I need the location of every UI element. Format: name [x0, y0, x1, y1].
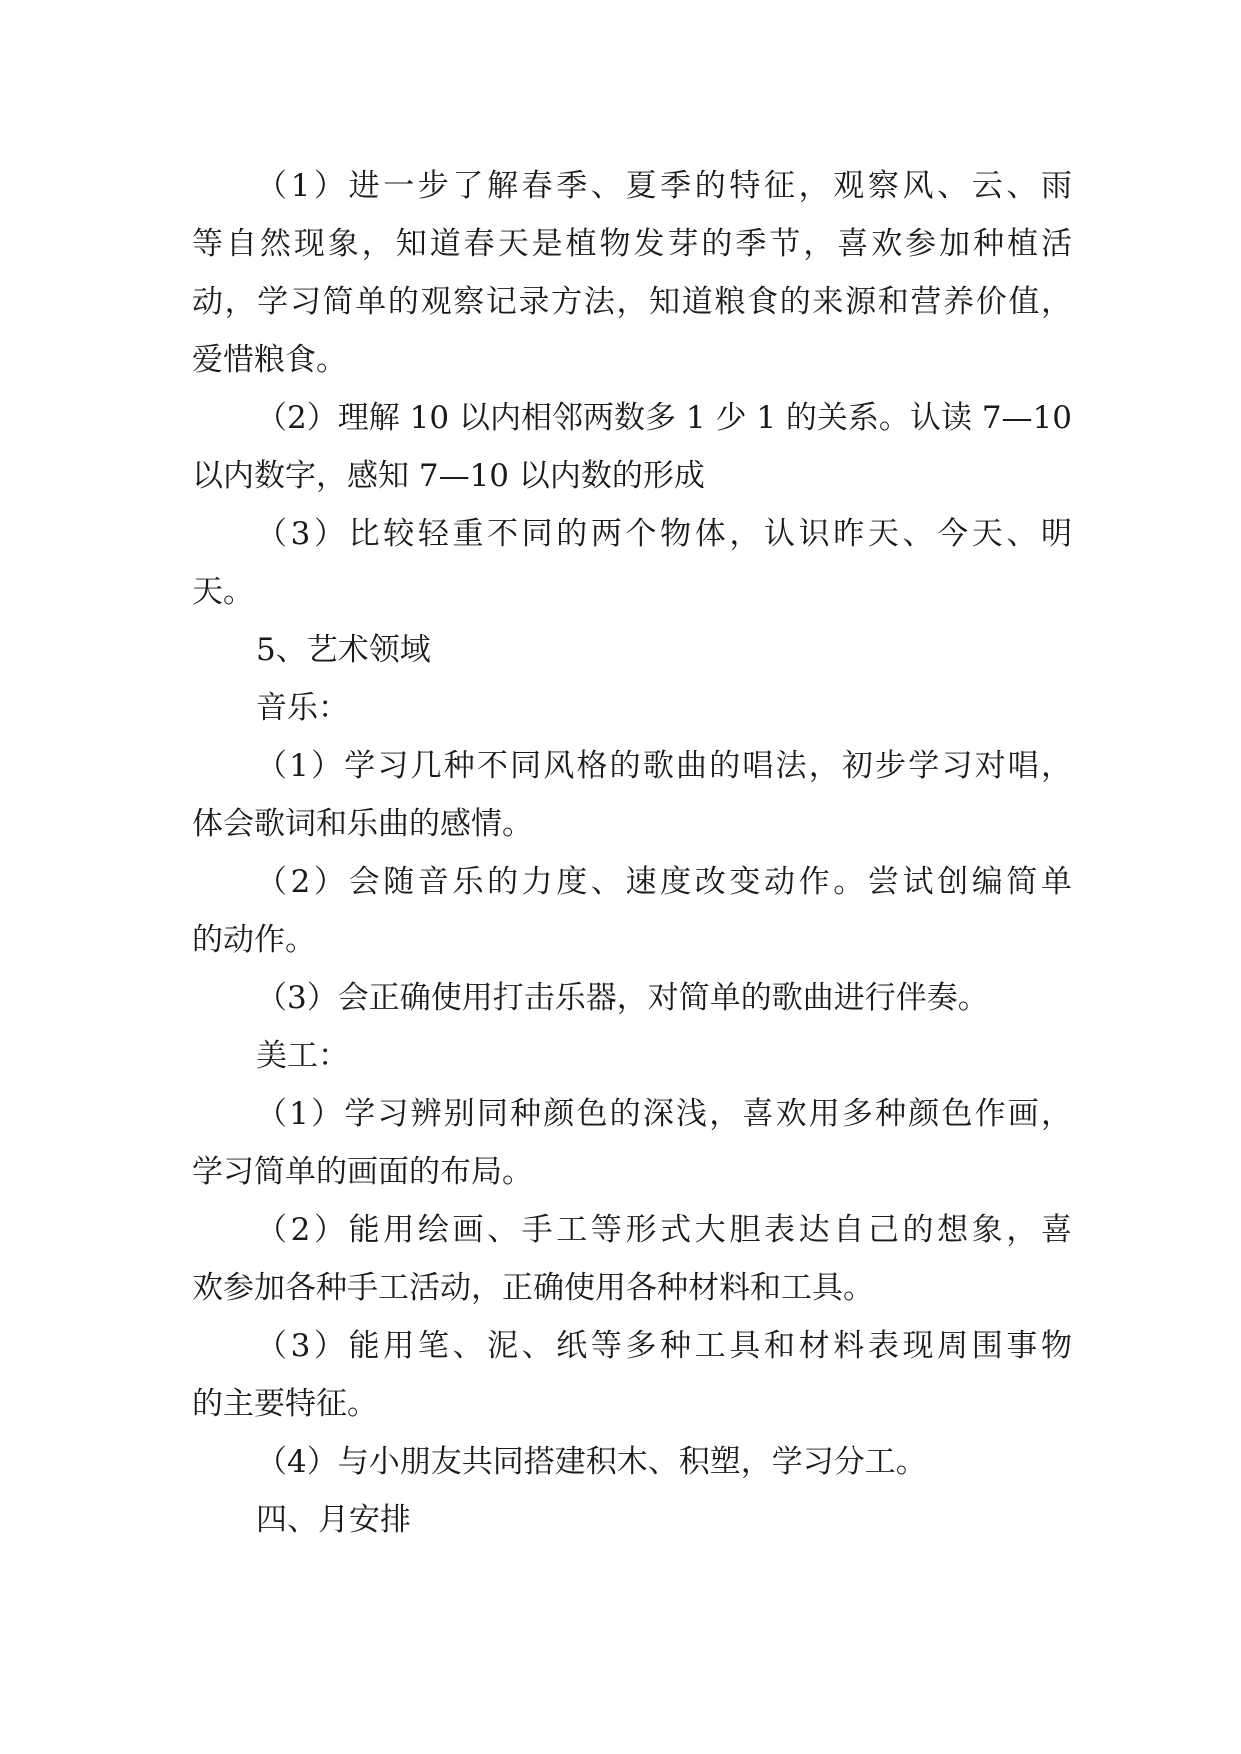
paragraph-line: 爱惜粮食。: [192, 342, 347, 378]
paragraph-line: （1）学习几种不同风格的歌曲的唱法，初步学习对唱，: [256, 748, 1072, 784]
paragraph-line: （3）能用笔、泥、纸等多种工具和材料表现周围事物: [256, 1328, 1072, 1364]
paragraph-line: 学习简单的画面的布局。: [192, 1154, 533, 1190]
subsection-heading: 音乐：: [256, 690, 349, 726]
paragraph-line: （3）比较轻重不同的两个物体，认识昨天、今天、明: [256, 516, 1072, 552]
paragraph-line: （4）与小朋友共同搭建积木、积塑，学习分工。: [256, 1444, 927, 1480]
paragraph-line: （2）理解 10 以内相邻两数多 1 少 1 的关系。认读 7—10: [256, 400, 1072, 436]
section-heading: 四、月安排: [256, 1502, 411, 1538]
paragraph-line: 体会歌词和乐曲的感情。: [192, 806, 533, 842]
paragraph-line: （2）能用绘画、手工等形式大胆表达自己的想象，喜: [256, 1212, 1072, 1248]
subsection-heading: 美工：: [256, 1038, 349, 1074]
paragraph-line: 等自然现象，知道春天是植物发芽的季节，喜欢参加种植活: [192, 226, 1072, 262]
section-heading: 5、艺术领域: [256, 632, 431, 668]
paragraph-line: 动，学习简单的观察记录方法，知道粮食的来源和营养价值，: [192, 284, 1072, 320]
paragraph-line: 天。: [192, 574, 254, 610]
paragraph-line: （2）会随音乐的力度、速度改变动作。尝试创编简单: [256, 864, 1072, 900]
paragraph-line: 以内数字，感知 7—10 以内数的形成: [192, 458, 705, 494]
paragraph-line: （1）进一步了解春季、夏季的特征，观察风、云、雨: [256, 168, 1072, 204]
paragraph-line: 的动作。: [192, 922, 316, 958]
paragraph-line: 的主要特征。: [192, 1386, 378, 1422]
paragraph-line: 欢参加各种手工活动，正确使用各种材料和工具。: [192, 1270, 874, 1306]
paragraph-line: （1）学习辨别同种颜色的深浅，喜欢用多种颜色作画，: [256, 1096, 1072, 1132]
paragraph-line: （3）会正确使用打击乐器，对简单的歌曲进行伴奏。: [256, 980, 989, 1016]
